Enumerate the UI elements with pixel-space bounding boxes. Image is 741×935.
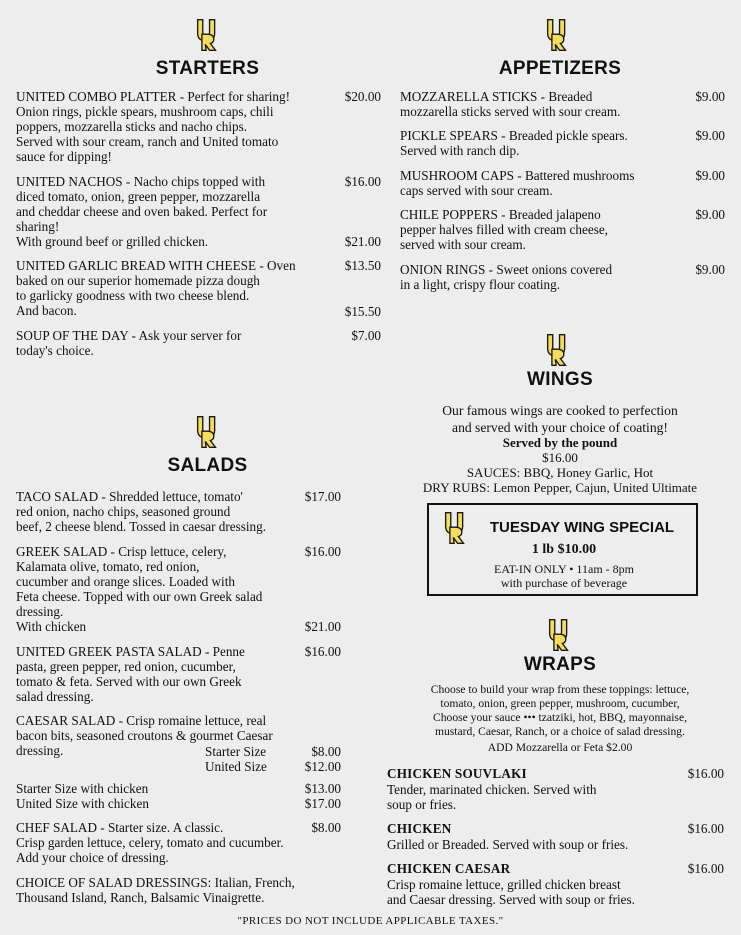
item-price: $13.50 bbox=[344, 258, 381, 273]
menu-item: ONION RINGS - Sweet onions covered in a light, crispy flour coating. bbox=[400, 262, 613, 292]
menu-item: GREEK SALAD - Crisp lettuce, celery, Kalamata olive, tomato, red onion, cucumber and orange slices. Loaded with Feta cheese. Topped with our own Greek salad dressing. With chicken bbox=[16, 544, 263, 634]
menu-item: TACO SALAD - Shredded lettuce, tomato' red onion, nacho chips, seasoned ground beef, 2 cheese blend. Tossed in caesar dressing. bbox=[16, 489, 267, 534]
item-price: $16.00 bbox=[304, 544, 341, 559]
item-price: $9.00 bbox=[695, 128, 725, 143]
wings-heading: WINGS bbox=[527, 369, 593, 390]
size-label: United Size bbox=[205, 759, 267, 774]
item-price: $21.00 bbox=[304, 619, 341, 634]
wings-rubs: DRY RUBS: Lemon Pepper, Cajun, United Ultimate bbox=[422, 480, 698, 495]
wrap-desc: Grilled or Breaded. Served with soup or fries. bbox=[387, 837, 629, 852]
ur-logo-icon bbox=[545, 618, 573, 652]
special-title: TUESDAY WING SPECIAL bbox=[489, 519, 675, 536]
menu-item: UNITED GREEK PASTA SALAD - Penne pasta, green pepper, red onion, cucumber, tomato & feta. Served with our own Greek salad dressing. bbox=[16, 644, 245, 704]
special-eat-in: EAT-IN ONLY • 11am - 8pm bbox=[494, 562, 634, 576]
ur-logo-icon bbox=[193, 18, 221, 52]
menu-item: UNITED COMBO PLATTER - Perfect for sharing! Onion rings, pickle spears, mushroom caps, chili poppers, mozzarella sticks and nacho chips. Served with sour cream, ranch and United tomato sauce for dipping! bbox=[16, 89, 290, 164]
menu-item: CHILE POPPERS - Breaded jalapeno pepper halves filled with cream cheese, served with sour cream. bbox=[400, 207, 608, 252]
wings-sauces: SAUCES: BBQ, Honey Garlic, Hot bbox=[466, 465, 654, 480]
wings-by-pound: Served by the pound bbox=[502, 435, 618, 450]
menu-item: MUSHROOM CAPS - Battered mushrooms caps served with sour cream. bbox=[400, 168, 635, 198]
wraps-intro: Choose to build your wrap from these toppings: lettuce, tomato, onion, green pepper, mushroom, cucumber, Choose your sauce ••• tzatziki, hot, BBQ, mayonnaise, mustard, Caesar, Ranch, or a choice of salad dressing. ADD Mozzarella or Feta $2.00 bbox=[430, 683, 690, 754]
wrap-name: CHICKEN CAESAR bbox=[387, 861, 511, 876]
item-price: $16.00 bbox=[304, 644, 341, 659]
wrap-desc: Tender, marinated chicken. Served with soup or fries. bbox=[387, 782, 597, 812]
special-deal: 1 lb $10.00 bbox=[531, 542, 597, 557]
menu-item: UNITED NACHOS - Nacho chips topped with diced tomato, onion, green pepper, mozzarella and cheddar cheese and oven baked. Perfect for sharing! With ground beef or grilled chicken. bbox=[16, 174, 268, 249]
item-price: $8.00 bbox=[311, 744, 341, 759]
menu-item: PICKLE SPEARS - Breaded pickle spears. Served with ranch dip. bbox=[400, 128, 628, 158]
size-label: United Size with chicken bbox=[16, 796, 149, 811]
appetizers-heading: APPETIZERS bbox=[498, 58, 622, 79]
special-beverage: with purchase of beverage bbox=[500, 576, 628, 590]
ur-logo-icon bbox=[441, 511, 469, 545]
item-price: $8.00 bbox=[311, 820, 341, 835]
tuesday-special-box bbox=[427, 503, 698, 596]
item-price: $7.00 bbox=[351, 328, 381, 343]
item-price: $9.00 bbox=[695, 207, 725, 222]
item-price: $17.00 bbox=[304, 489, 341, 504]
item-price: $15.50 bbox=[344, 304, 381, 319]
tax-disclaimer: "PRICES DO NOT INCLUDE APPLICABLE TAXES." bbox=[237, 915, 504, 927]
wings-intro: Our famous wings are cooked to perfection and served with your choice of coating! bbox=[442, 403, 678, 435]
item-price: $16.00 bbox=[344, 174, 381, 189]
wraps-heading: WRAPS bbox=[523, 654, 597, 675]
menu-item: CAESAR SALAD - Crisp romaine lettuce, real bacon bits, seasoned croutons & gourmet Caesar dressing. bbox=[16, 713, 273, 758]
menu-item: CHEF SALAD - Starter size. A classic. Crisp garden lettuce, celery, tomato and cucumber. Add your choice of dressing. bbox=[16, 820, 284, 865]
item-price: $16.00 bbox=[687, 821, 724, 836]
menu-item: UNITED GARLIC BREAD WITH CHEESE - Oven baked on our superior homemade pizza dough to garlicky goodness with two cheese blend. And bacon. bbox=[16, 258, 296, 318]
item-price: $16.00 bbox=[687, 766, 724, 781]
size-label: Starter Size bbox=[205, 744, 267, 759]
ur-logo-icon bbox=[543, 333, 571, 367]
salads-heading: SALADS bbox=[167, 455, 248, 476]
item-price: $9.00 bbox=[695, 262, 725, 277]
item-price: $17.00 bbox=[304, 796, 341, 811]
item-price: $20.00 bbox=[344, 89, 381, 104]
item-price: $9.00 bbox=[695, 89, 725, 104]
wings-price: $16.00 bbox=[542, 450, 578, 465]
starters-heading: STARTERS bbox=[155, 58, 260, 79]
ur-logo-icon bbox=[193, 415, 221, 449]
salad-dressings: CHOICE OF SALAD DRESSINGS: Italian, French, Thousand Island, Ranch, Balsamic Vinaigrette. bbox=[16, 875, 295, 905]
item-price: $9.00 bbox=[695, 168, 725, 183]
item-price: $16.00 bbox=[687, 861, 724, 876]
wrap-name: CHICKEN SOUVLAKI bbox=[387, 766, 527, 781]
item-price: $12.00 bbox=[304, 759, 341, 774]
wrap-desc: Crisp romaine lettuce, grilled chicken breast and Caesar dressing. Served with soup or fries. bbox=[387, 877, 635, 907]
wrap-name: CHICKEN bbox=[387, 821, 452, 836]
item-price: $21.00 bbox=[344, 234, 381, 249]
menu-item: SOUP OF THE DAY - Ask your server for today's choice. bbox=[16, 328, 242, 358]
size-label: Starter Size with chicken bbox=[16, 781, 149, 796]
menu-item: MOZZARELLA STICKS - Breaded mozzarella sticks served with sour cream. bbox=[400, 89, 621, 119]
item-price: $13.00 bbox=[304, 781, 341, 796]
ur-logo-icon bbox=[543, 18, 571, 52]
